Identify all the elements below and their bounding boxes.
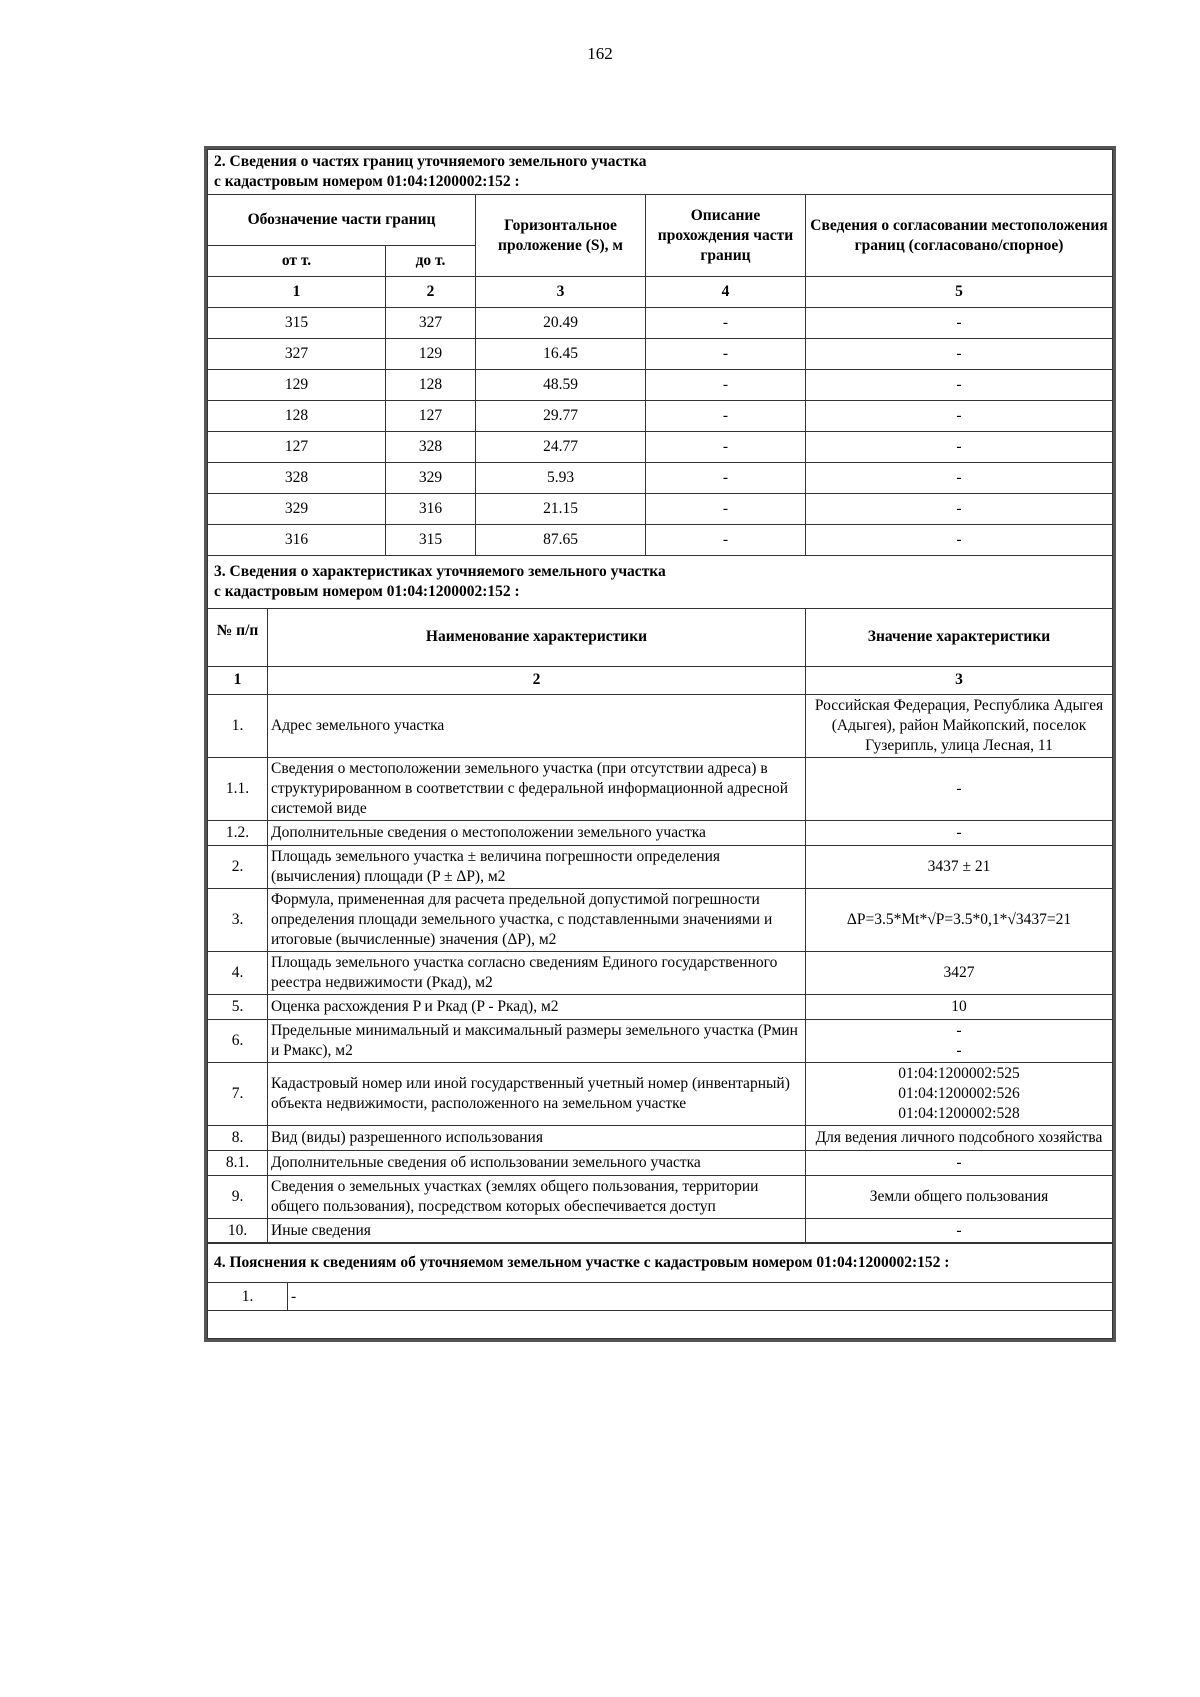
agreement-status: - xyxy=(806,432,1113,463)
point-to: 328 xyxy=(386,432,476,463)
section3-title xyxy=(208,555,1113,608)
characteristics-table xyxy=(207,555,1113,1244)
characteristic-value: 01:04:1200002:525 01:04:1200002:526 01:04:1200002:528 xyxy=(806,1062,1113,1125)
table-row xyxy=(208,463,1113,494)
row-number: 1.1. xyxy=(208,757,268,820)
characteristic-name: Дополнительные сведения о местоположении земельного участка xyxy=(268,820,806,845)
table-row xyxy=(208,1283,1113,1311)
land-plot-form xyxy=(204,146,1116,1342)
point-from: 328 xyxy=(208,463,386,494)
row-number: 10. xyxy=(208,1218,268,1243)
row-number: 3. xyxy=(208,888,268,951)
col-number: 1 xyxy=(208,666,268,694)
col-number: 2 xyxy=(268,666,806,694)
agreement-status: - xyxy=(806,463,1113,494)
point-to: 128 xyxy=(386,370,476,401)
header-length: Горизонтальное проложение (S), м xyxy=(476,195,646,277)
boundary-parts-table xyxy=(207,149,1113,556)
table-row xyxy=(208,1175,1113,1218)
agreement-status: - xyxy=(806,494,1113,525)
characteristic-name: Вид (виды) разрешенного использования xyxy=(268,1125,806,1150)
column-numbers-row xyxy=(208,277,1113,308)
row-number: 7. xyxy=(208,1062,268,1125)
header-num: № п/п xyxy=(208,608,268,666)
point-to: 129 xyxy=(386,339,476,370)
section2-title xyxy=(208,150,1113,195)
row-number: 6. xyxy=(208,1019,268,1062)
characteristic-name: Предельные минимальный и максимальный размеры земельного участка (Pмин и Pмакс), м2 xyxy=(268,1019,806,1062)
characteristic-value: 3427 xyxy=(806,951,1113,994)
characteristic-value: - xyxy=(806,820,1113,845)
agreement-status: - xyxy=(806,525,1113,556)
table-row xyxy=(208,339,1113,370)
point-to: 329 xyxy=(386,463,476,494)
point-to: 316 xyxy=(386,494,476,525)
col-number: 1 xyxy=(208,277,386,308)
characteristic-value: - xyxy=(806,757,1113,820)
header-agreement: Сведения о согласовании местоположения границ (согласовано/спорное) xyxy=(806,195,1113,277)
characteristic-value: - xyxy=(806,1218,1113,1243)
horizontal-length: 20.49 xyxy=(476,308,646,339)
table-row xyxy=(208,1218,1113,1243)
point-from: 316 xyxy=(208,525,386,556)
point-from: 315 xyxy=(208,308,386,339)
characteristic-name: Кадастровый номер или иной государственный учетный номер (инвентарный) объекта недвижимости, расположенного на земельном участке xyxy=(268,1062,806,1125)
header-description: Описание прохождения части границ xyxy=(646,195,806,277)
boundary-description: - xyxy=(646,463,806,494)
characteristic-name: Сведения о земельных участках (землях общего пользования, территории общего пользования), посредством которых обеспечивается доступ xyxy=(268,1175,806,1218)
table-row xyxy=(208,994,1113,1019)
explanation-text: - xyxy=(288,1283,1113,1311)
col-number: 4 xyxy=(646,277,806,308)
row-number: 5. xyxy=(208,994,268,1019)
characteristic-name: Дополнительные сведения об использовании земельного участка xyxy=(268,1150,806,1175)
page-number: 162 xyxy=(587,44,613,63)
characteristic-name: Иные сведения xyxy=(268,1218,806,1243)
point-to: 127 xyxy=(386,401,476,432)
agreement-status: - xyxy=(806,370,1113,401)
col-number: 3 xyxy=(476,277,646,308)
table-row xyxy=(208,525,1113,556)
boundary-description: - xyxy=(646,525,806,556)
table-row xyxy=(208,820,1113,845)
table-row xyxy=(208,401,1113,432)
agreement-status: - xyxy=(806,308,1113,339)
characteristic-value: Российская Федерация, Республика Адыгея (Адыгея), район Майкопский, поселок Гузерипль, улица Лесная, 11 xyxy=(806,694,1113,757)
section4-title: 4. Пояснения к сведениям об уточняемом земельном участке с кадастровым номером 01:04:1200002:152 : xyxy=(208,1243,1113,1283)
characteristic-value: 3437 ± 21 xyxy=(806,845,1113,888)
boundary-description: - xyxy=(646,308,806,339)
point-to: 327 xyxy=(386,308,476,339)
table-row xyxy=(208,1125,1113,1150)
agreement-status: - xyxy=(806,401,1113,432)
row-number: 8.1. xyxy=(208,1150,268,1175)
characteristic-name: Оценка расхождения P и Pкад (P - Pкад), м2 xyxy=(268,994,806,1019)
col-number: 2 xyxy=(386,277,476,308)
row-number: 8. xyxy=(208,1125,268,1150)
point-from: 127 xyxy=(208,432,386,463)
characteristic-name: Площадь земельного участка согласно сведениям Единого государственного реестра недвижимости (Pкад), м2 xyxy=(268,951,806,994)
blank-row xyxy=(208,1311,1113,1339)
table-row xyxy=(208,432,1113,463)
horizontal-length: 5.93 xyxy=(476,463,646,494)
header-name: Наименование характеристики xyxy=(268,608,806,666)
table-row xyxy=(208,1062,1113,1125)
agreement-status: - xyxy=(806,339,1113,370)
characteristic-value: ΔP=3.5*Mt*√P=3.5*0,1*√3437=21 xyxy=(806,888,1113,951)
boundary-description: - xyxy=(646,370,806,401)
horizontal-length: 29.77 xyxy=(476,401,646,432)
table-row xyxy=(208,1019,1113,1062)
table-row xyxy=(208,694,1113,757)
characteristic-name: Формула, примененная для расчета предельной допустимой погрешности определения площади земельного участка, с подставленными значениями и итоговые (вычисленные) значения (ΔP), м2 xyxy=(268,888,806,951)
section3-title-line2: с кадастровым номером 01:04:1200002:152 : xyxy=(214,582,520,600)
row-number: 4. xyxy=(208,951,268,994)
horizontal-length: 48.59 xyxy=(476,370,646,401)
horizontal-length: 24.77 xyxy=(476,432,646,463)
boundary-description: - xyxy=(646,432,806,463)
characteristic-name: Площадь земельного участка ± величина погрешности определения (вычисления) площади (P ± ΔP), м2 xyxy=(268,845,806,888)
col-number: 5 xyxy=(806,277,1113,308)
boundary-description: - xyxy=(646,339,806,370)
explanations-table xyxy=(207,1242,1113,1339)
boundary-description: - xyxy=(646,401,806,432)
characteristic-value: 10 xyxy=(806,994,1113,1019)
point-to: 315 xyxy=(386,525,476,556)
row-number: 1. xyxy=(208,1283,288,1311)
column-numbers-row xyxy=(208,666,1113,694)
characteristic-value: Для ведения личного подсобного хозяйства xyxy=(806,1125,1113,1150)
row-number: 1.2. xyxy=(208,820,268,845)
horizontal-length: 16.45 xyxy=(476,339,646,370)
section2-title-line1: 2. Сведения о частях границ уточняемого земельного участка xyxy=(214,153,647,170)
boundary-description: - xyxy=(646,494,806,525)
header-value: Значение характеристики xyxy=(806,608,1113,666)
table-row xyxy=(208,370,1113,401)
characteristic-value: Земли общего пользования xyxy=(806,1175,1113,1218)
point-from: 327 xyxy=(208,339,386,370)
row-number: 9. xyxy=(208,1175,268,1218)
point-from: 129 xyxy=(208,370,386,401)
row-number: 1. xyxy=(208,694,268,757)
section3-title-line1: 3. Сведения о характеристиках уточняемого земельного участка xyxy=(214,562,666,580)
point-from: 128 xyxy=(208,401,386,432)
header-designation: Обозначение части границ xyxy=(208,195,476,246)
horizontal-length: 87.65 xyxy=(476,525,646,556)
table-row xyxy=(208,494,1113,525)
col-number: 3 xyxy=(806,666,1113,694)
table-row xyxy=(208,1150,1113,1175)
horizontal-length: 21.15 xyxy=(476,494,646,525)
header-from: от т. xyxy=(208,246,386,277)
table-row xyxy=(208,951,1113,994)
characteristic-name: Сведения о местоположении земельного участка (при отсутствии адреса) в структурированном в соответствии с федеральной информационной адресной системой виде xyxy=(268,757,806,820)
table-row xyxy=(208,845,1113,888)
characteristic-value: - - xyxy=(806,1019,1113,1062)
section2-title-line2: с кадастровым номером 01:04:1200002:152 : xyxy=(214,173,520,190)
table-row xyxy=(208,308,1113,339)
row-number: 2. xyxy=(208,845,268,888)
table-row xyxy=(208,757,1113,820)
characteristic-name: Адрес земельного участка xyxy=(268,694,806,757)
header-to: до т. xyxy=(386,246,476,277)
characteristic-value: - xyxy=(806,1150,1113,1175)
table-row xyxy=(208,888,1113,951)
point-from: 329 xyxy=(208,494,386,525)
